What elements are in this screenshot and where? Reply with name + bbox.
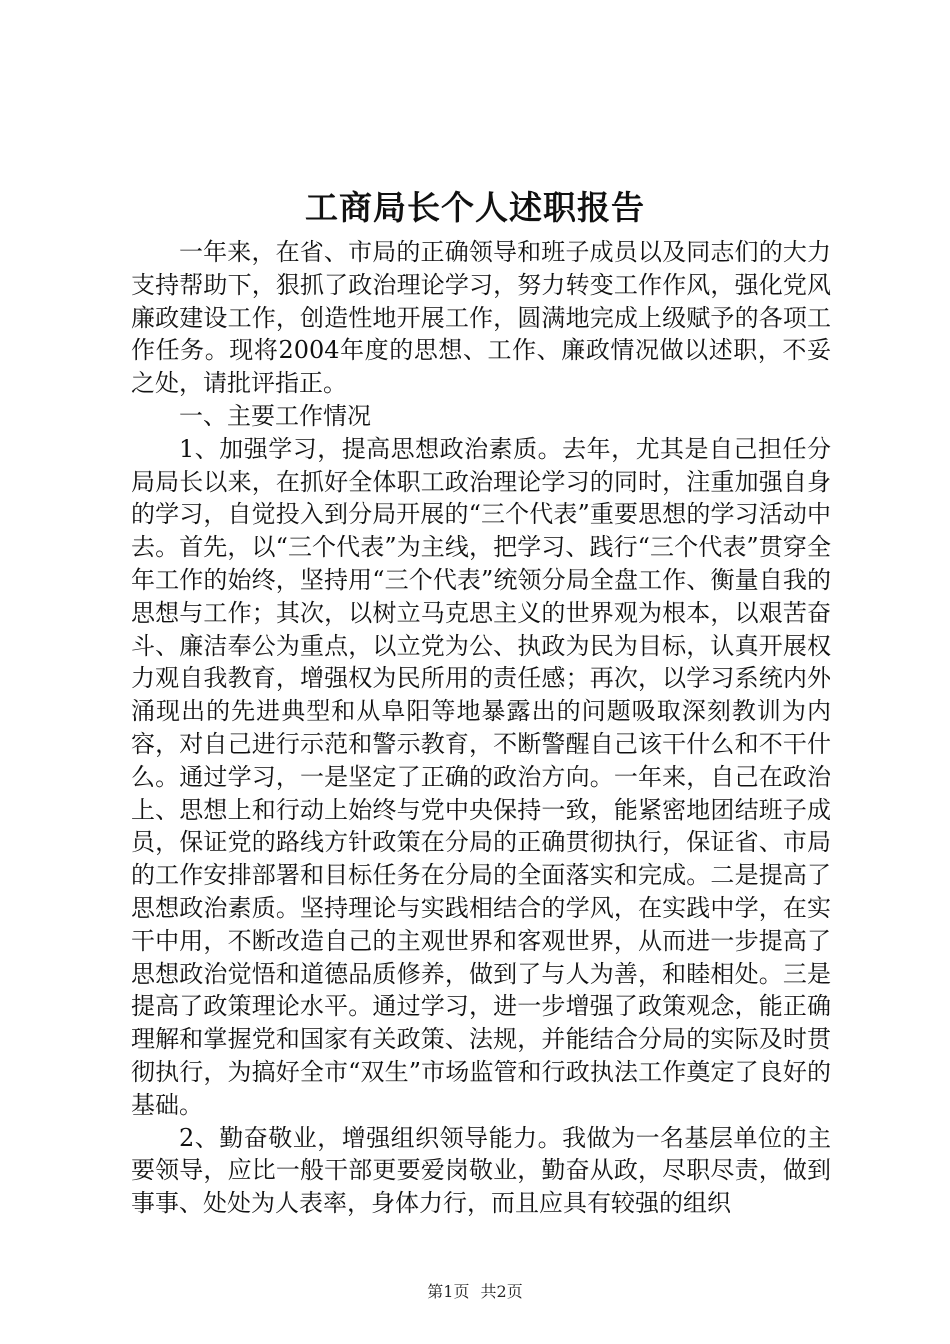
paragraph-study: 1、加强学习，提高思想政治素质。去年，尤其是自己担任分局局长以来，在抓好全体职工政治理论学习的同时，注重加强自身的学习，自觉投入到分局开展的“三个代表”重要思想的学习活动中去。首先，以“三个代表”为主线，把学习、践行“三个代表”贯穿全年工作的始终，坚持用“三个代表”统领分局全盘工作、衡量自我的思想与工作；其次，以树立马克思主义的世界观为根本，以艰苦奋斗、廉洁奉公为重点，以立党为公、执政为民为目标，认真开展权力观自我教育，增强权为民所用的责任感；再次，以学习系统内外涌现出的先进典型和从阜阳等地暴露出的问题吸取深刻教训为内容，对自己进行示范和警示教育，不断警醒自己该干什么和不干什么。通过学习，一是坚定了正确的政治方向。一年来，自己在政治上、思想上和行动上始终与党中央保持一致，能紧密地团结班子成员，保证党的路线方针政策在分局的正确贯彻执行，保证省、市局的工作安排部署和目标任务在分局的全面落实和完成。二是提高了思想政治素质。坚持理论与实践相结合的学风，在实践中学，在实干中用，不断改造自己的主观世界和客观世界，从而进一步提高了思想政治觉悟和道德品质修养，做到了与人为善，和睦相处。三是提高了政策理论水平。通过学习，进一步增强了政策观念，能正确理解和掌握党和国家有关政策、法规，并能结合分局的实际及时贯彻执行，为搞好全市“双生”市场监管和行政执法工作奠定了良好的基础。: [131, 434, 831, 1119]
page-footer: [0, 1282, 950, 1302]
paragraph-diligence: 2、勤奋敬业，增强组织领导能力。我做为一名基层单位的主要领导，应比一般干部更要爱岗敬业，勤奋从政，尽职尽责，做到事事、处处为人表率，身体力行，而且应具有较强的组织: [131, 1123, 831, 1218]
section-heading: 一、主要工作情况: [179, 401, 371, 430]
paragraph-intro: 一年来，在省、市局的正确领导和班子成员以及同志们的大力支持帮助下，狠抓了政治理论学习，努力转变工作作风，强化党风廉政建设工作，创造性地开展工作，圆满地完成上级赋予的各项工作任务。现将2004年度的思想、工作、廉政情况做以述职，不妥之处，请批评指正。: [131, 238, 831, 398]
page-total: 共2页: [480, 1282, 523, 1301]
page-number: 第1页: [427, 1282, 470, 1301]
document-title: 工商局长个人述职报告: [305, 188, 645, 227]
document-body: [131, 236, 831, 1220]
